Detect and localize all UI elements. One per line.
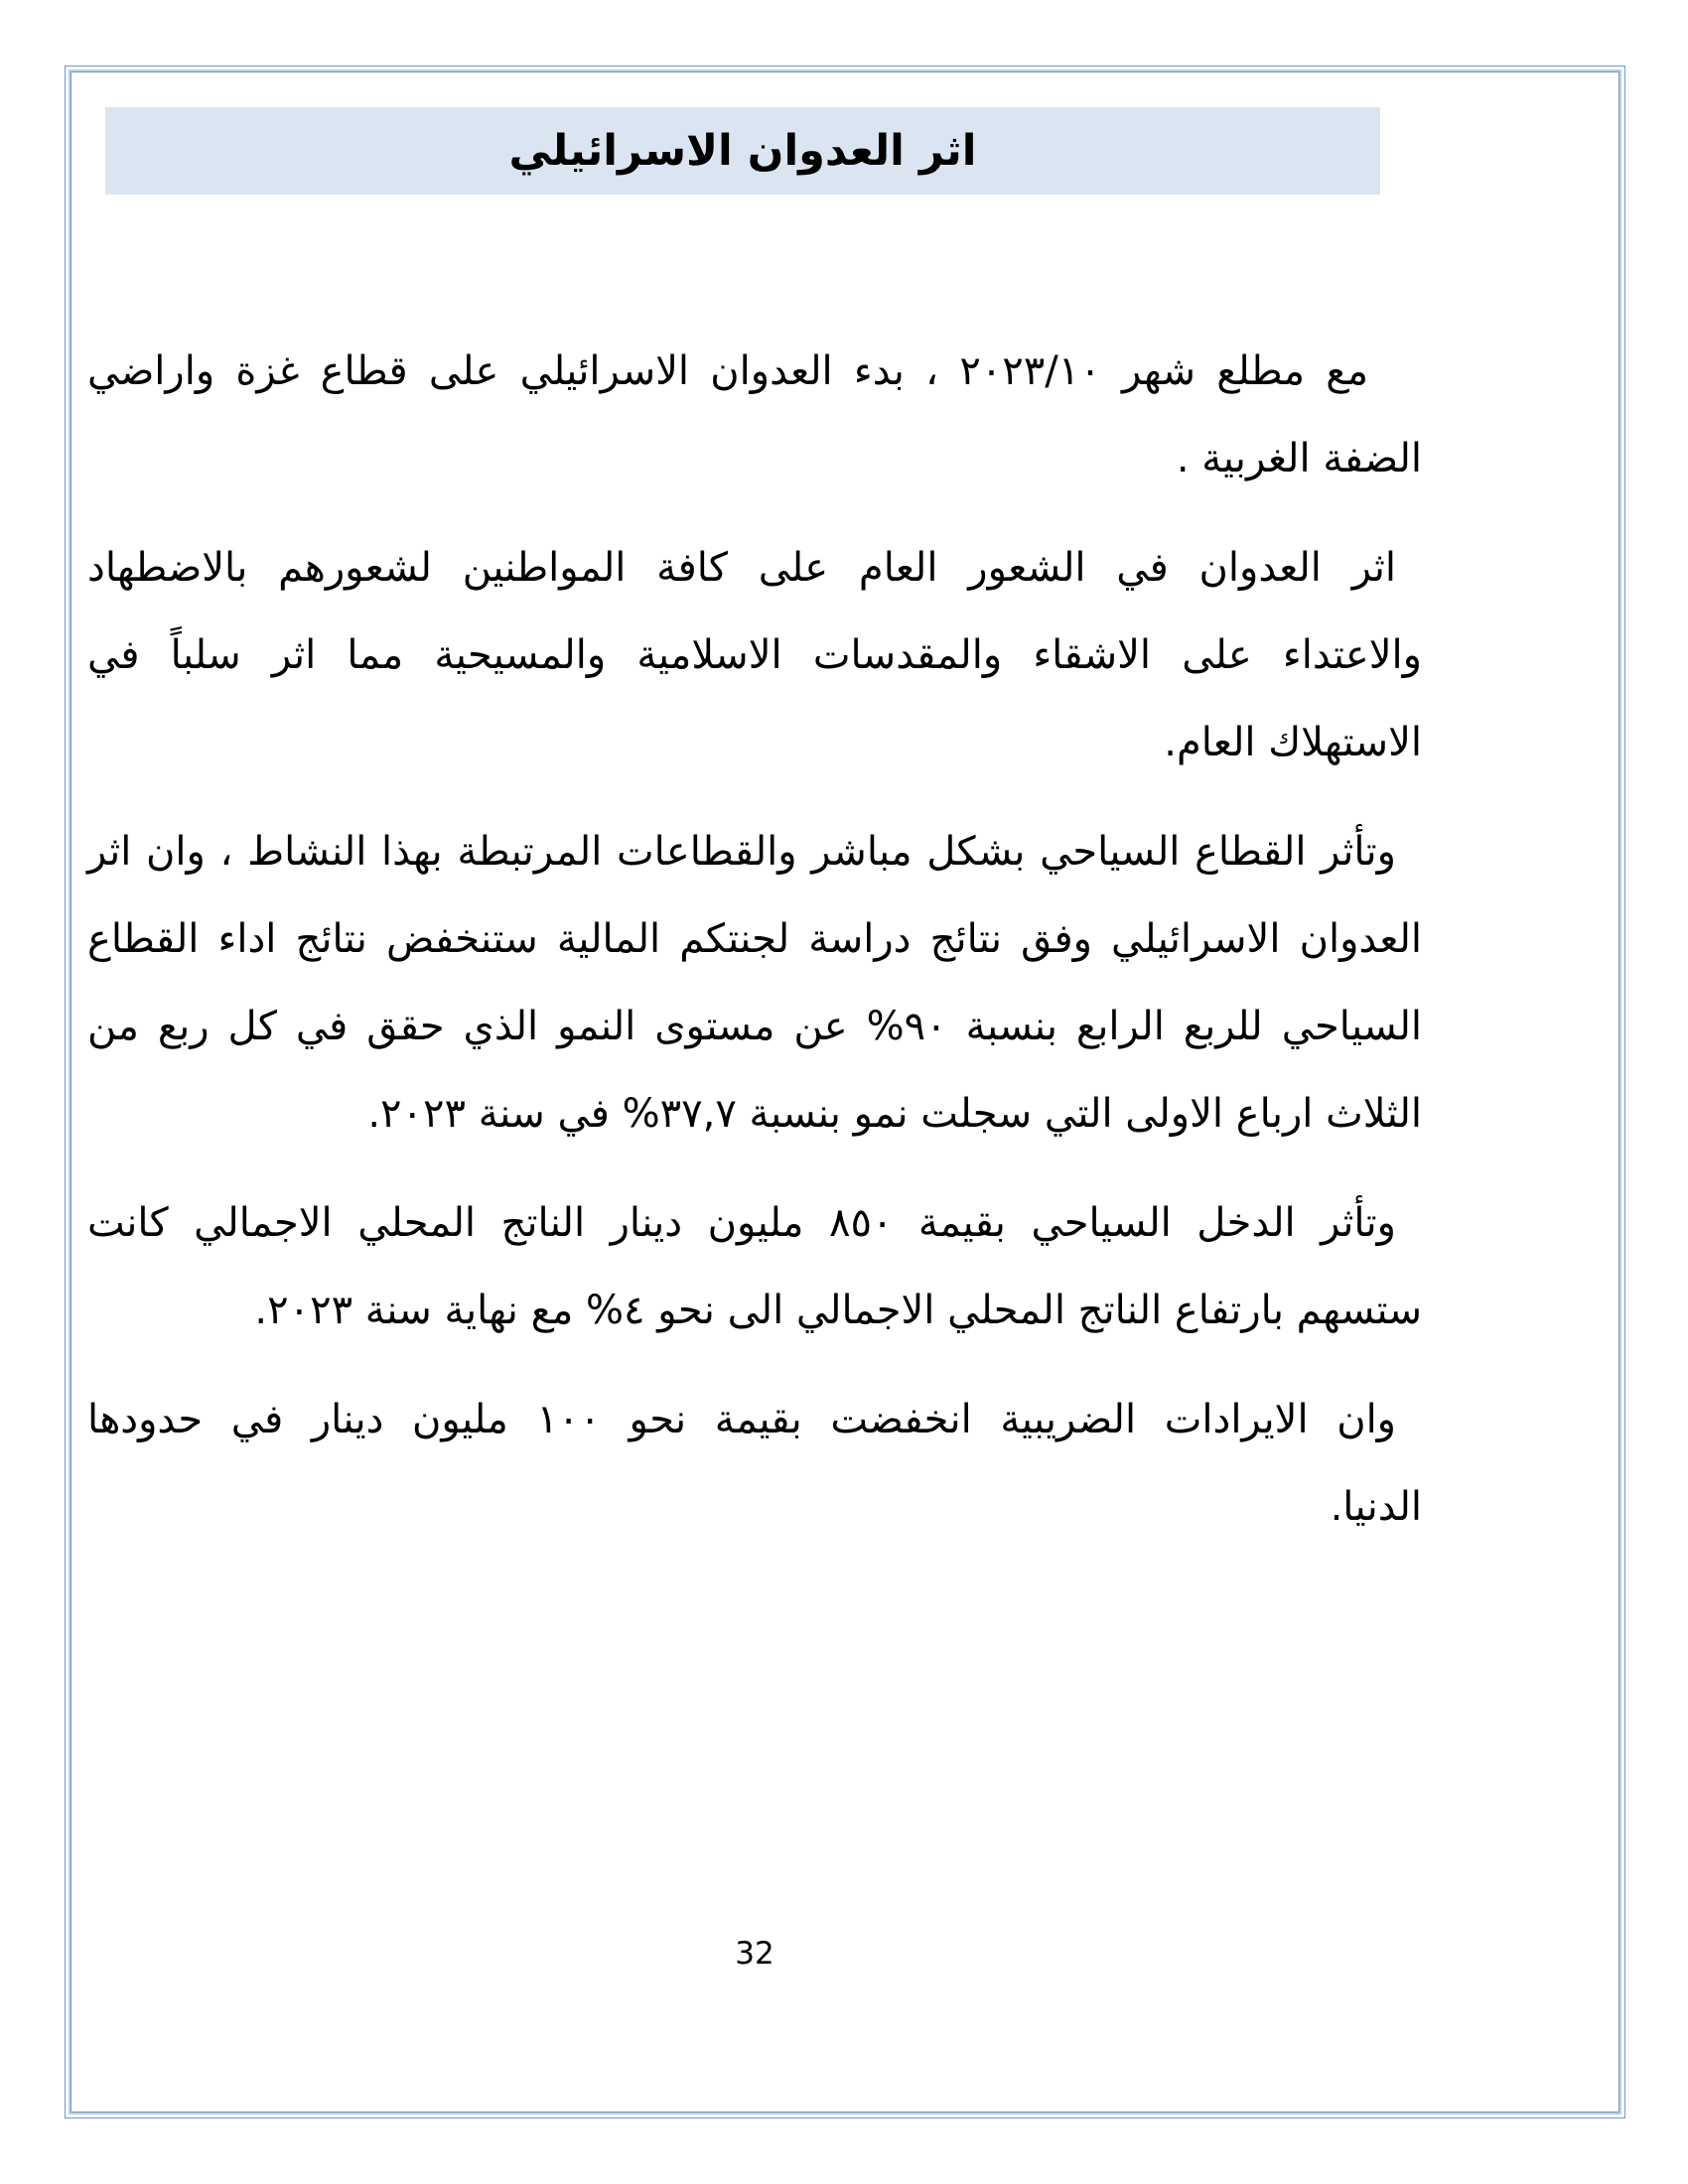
text-line: ستسهم بارتفاع الناتج المحلي الاجمالي الى نحو ٤% مع نهاية سنة ٢٠٢٣.: [254, 1288, 1422, 1333]
body-text: [87, 328, 1422, 1572]
section-title-band: [105, 107, 1380, 195]
paragraph: [87, 328, 1422, 502]
paragraph: [87, 1179, 1422, 1354]
text-line: الثلاث ارباع الاولى التي سجلت نمو بنسبة ٣٧,٧% في سنة ٢٠٢٣.: [367, 1091, 1422, 1137]
text-line: مع مطلع شهر ٢٠٢٣/١٠ ، بدء العدوان الاسرائيلي على قطاع غزة واراضي: [87, 348, 1369, 394]
text-line: الدنيا.: [1330, 1484, 1422, 1530]
paragraph: [87, 1376, 1422, 1551]
text-line: وتأثر الدخل السياحي بقيمة ٨٥٠ مليون دينار الناتج المحلي الاجمالي كانت: [87, 1200, 1396, 1246]
paragraph: [87, 524, 1422, 786]
text-line: اثر العدوان في الشعور العام على كافة المواطنين لشعورهم بالاضطهاد: [87, 545, 1396, 591]
text-line: العدوان الاسرائيلي وفق نتائج دراسة لجنتكم المالية ستنخفض نتائج اداء القطاع: [87, 916, 1422, 962]
text-line: وتأثر القطاع السياحي بشكل مباشر والقطاعات المرتبطة بهذا النشاط ، وان اثر: [87, 829, 1396, 875]
text-line: والاعتداء على الاشقاء والمقدسات الاسلامية والمسيحية مما اثر سلباً في: [87, 632, 1422, 678]
page-number: 32: [735, 1936, 774, 1972]
section-title: اثر العدوان الاسرائيلي: [508, 125, 977, 176]
text-line: وان الايرادات الضريبية انخفضت بقيمة نحو ١٠٠ مليون دينار في حدودها: [87, 1397, 1396, 1442]
text-line: الضفة الغربية .: [1176, 436, 1422, 481]
text-line: السياحي للربع الرابع بنسبة ٩٠% عن مستوى النمو الذي حقق في كل ربع من: [87, 1004, 1422, 1049]
paragraph: [87, 808, 1422, 1158]
text-line: الاستهلاك العام.: [1164, 720, 1422, 765]
